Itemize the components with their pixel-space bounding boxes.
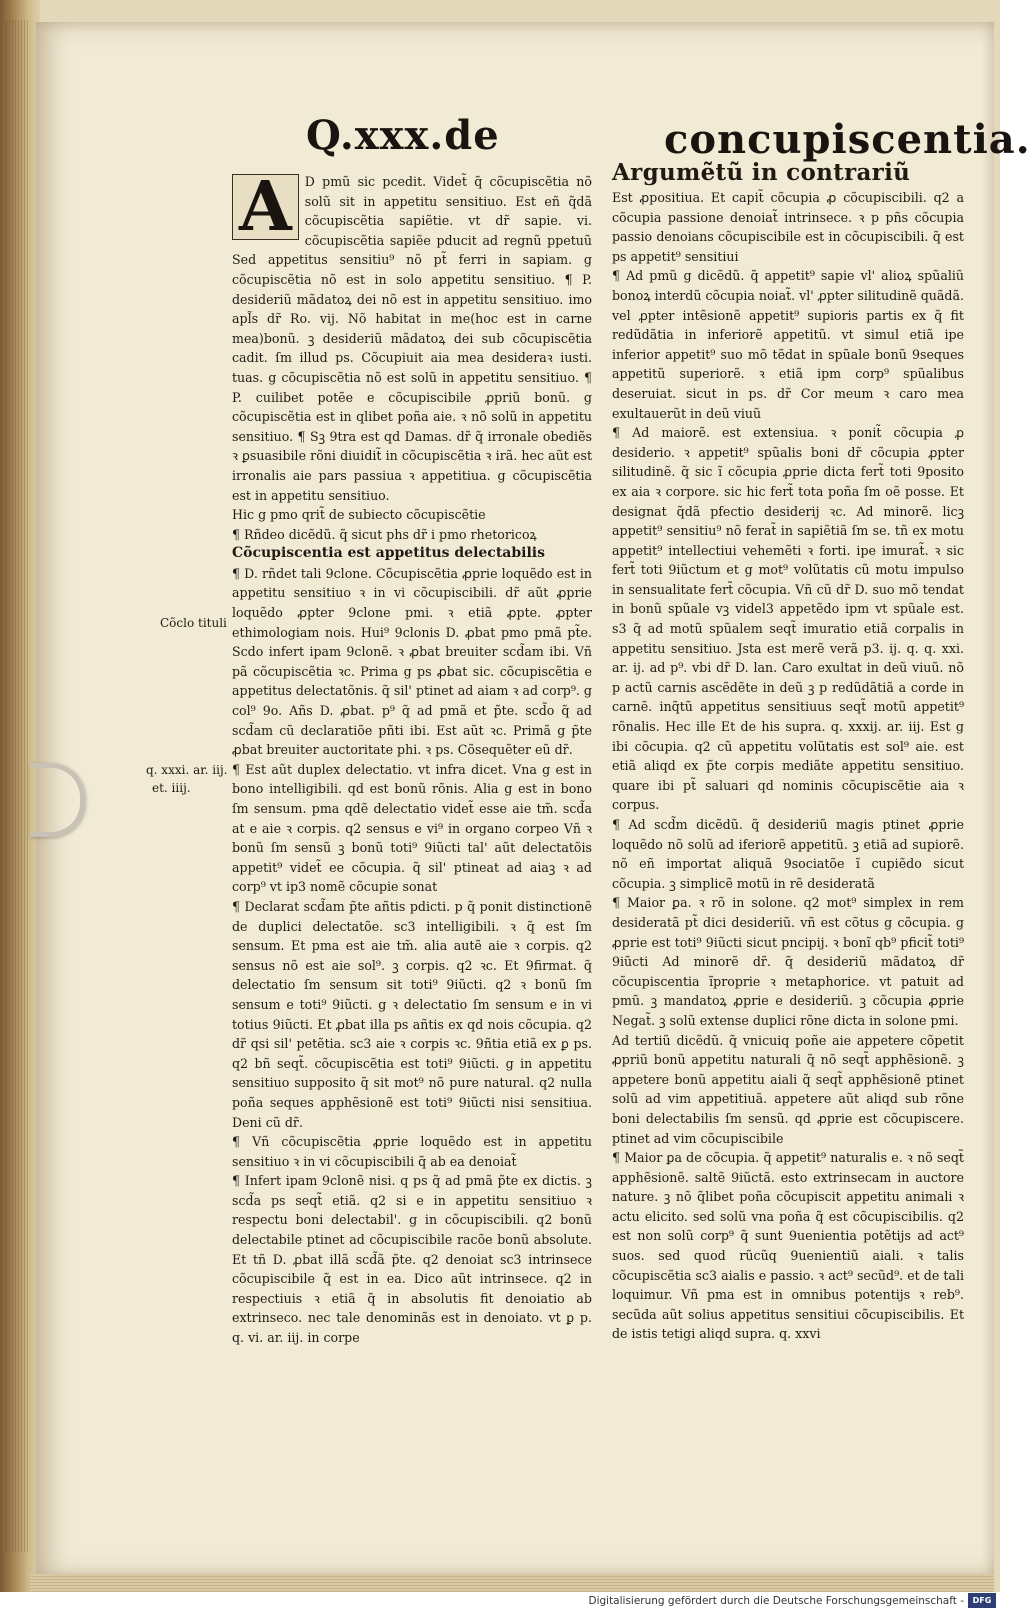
paragraph: ¶ Declarat scd̃am p̃te añtis pdicti. p q̃ ponit distinctionẽ de duplici delectatõe. sc3 intelligibili. ꝛ q̃ est ſm sensum. Et pma est aie tm̃. alia autẽ aie ꝛ corpis. q2 sensus nõ est aie sol⁹. ꝫ corpis. q2 ꝛc. Et 9firmat. q̃ delectatio ſm sensum sit toti⁹ 9iũcti. q2 ꝛ bonũ ſm sensum e toti⁹ 9iũcti. g ꝛ delectatio ſm sensum e in vi totius 9iũcti. Et ꝓbat illa ps añtis ex qd nois cõcupia. q2 dr̃ qsi sil' petẽtia. sc3 aie ꝛ corpis ꝛc. 9ñtia etiã ex ꝑ ps. q2 bñ seqt̃. cõcupiscẽtia est toti⁹ 9iũcti. g in appetitu sensitiuo supposito q̃ sit mot⁹ nõ pure natural. q2 nulla poña seques apphẽsionẽ est toti⁹ 9iũcti nisi sensitiua. Deni cũ dr̃. bbox=[232, 898, 592, 1130]
margin-note: q. xxxi. ar. iij. bbox=[146, 763, 228, 777]
paragraph: Ad tertiũ dicẽdũ. q̃ vnicuiq poñe aie appetere cõpetit ꝓpriũ bonũ appetitu naturali q̃ nõ seqt̃ apphẽsionẽ. ꝫ appetere bonũ appetitu aiali q̃ seqt̃ apphẽsionẽ ptinet solũ ad vim appetitiuã. appetere aũt aliqd sub rõne boni delectabilis ſm sensũ. qd ꝓprie est cõcupiscere. ptinet ad vim cõcupiscibile bbox=[612, 1032, 964, 1146]
paragraph: Est ꝓpositiua. Et capit̃ cõcupia ꝓ cõcupiscibili. q2 a cõcupia passione denoiat̃ intrinsece. ꝛ p pñs cõcupia passio denoians cõcupiscibile est in cõcupiscibili. q̃ est ps appetit⁹ sensitiui bbox=[612, 190, 964, 264]
right-column bbox=[612, 160, 964, 1340]
paragraph: ¶ D. rñdet tali 9clone. Cõcupiscẽtia ꝓprie loquẽdo est in appetitu sensitiuo ꝛ in vi cõcupiscibili. dr̃ aũt ꝓprie loquẽdo ꝓpter 9clone pmi. ꝛ etiã ꝓpte. ꝓpter ethimologiam nois. Hui⁹ 9clonis D. ꝓbat pmo pmã pt̃e. Scdo infert ipam 9clonẽ. ꝛ ꝓbat breuiter scd̃am ibi. Vñ pã cõcupiscẽtia ꝛc. Prima g ps ꝓbat sic. cõcupiscẽtia e appetitus delectatõnis. q̃ sil' ptinet ad aiam ꝛ ad corp⁹. g col⁹ 9o. Añs D. ꝓbat. p⁹ q̃ ad pmã et p̃te. scd̃o q̃ ad scd̃am cũ declaratiõe pñti ibi. Est aũt ꝛc. Primã g p̃te ꝓbat breuiter auctoritate phi. ꝛ ps. Cõsequẽter eũ dr̃. bbox=[232, 565, 592, 758]
running-header-right: concupiscentia. bbox=[664, 116, 1031, 163]
paragraph: D pmũ sic pcedit. Videt̃ q̃ cõcupiscẽtia nõ solũ sit in appetitu sensitiuo. Est eñ q̃dã cõcupiscẽtia sapiẽtie. vt dr̃ sapie. vi. cõcupiscẽtia sapiẽe pducit ad regnũ ppetuũ Sed appetitus sensitiu⁹ nõ pt̃ ferri in sapiam. g cõcupiscẽtia nõ est in solo appetitu sensitiuo. ¶ P. desideriũ mãdatoꝝ dei nõ est in appetitu sensitiuo. imo apl̃s dr̃ Ro. vij. Nõ habitat in me(hoc est in carne mea)bonũ. ꝫ desideriũ mãdatoꝝ dei sub cõcupiscẽtia cadit. ſm illud ps. Cõcupiuit aia mea desideraꝛ iusti. tuas. g cõcupiscẽtia nõ est solũ in appetitu sensitiuo. ¶ P. cuilibet potẽe e cõcupiscibile ꝓpriũ bonũ. g cõcupiscẽtia est in qlibet poña aie. ꝛ nõ solũ in appetitu sensitiuo. ¶ Sꝫ 9tra est qd Damas. dr̃ q̃ irronale obediẽs ꝛ ꝑsuasibile rõni diuidit̃ in cõcupiscẽtia ꝛ irã. hec aũt est irronalis aie pars passiua ꝛ appetitiua. g cõcupiscẽtia est in appetitu sensitiuo. bbox=[232, 174, 592, 503]
paragraph: ¶ Ad pmũ g dicẽdũ. q̃ appetit⁹ sapie vl' alioꝝ spũaliũ bonoꝝ interdũ cõcupia noiat̃. vl' ꝓpter silitudinẽ quãdã. vel ꝓpter intẽsionẽ appetit⁹ supioris partis ex q̃ fit redũdãtia in inferiorẽ appetitũ. vt simul etiã ipe inferior appetit⁹ suo mõ tẽdat in spũale bonũ 9seques appetitũ superiorẽ. ꝛ etiã ipm corp⁹ spũalibus deseruiat. sicut in ps. dr̃ Cor meum ꝛ caro mea exultauerũt in deũ viuũ bbox=[612, 268, 964, 421]
paragraph: ¶ Maior ꝑa. ꝛ rõ in solone. q2 mot⁹ simplex in rem desideratã pt̃ dici desideriũ. vñ est cõtus g cõcupia. g ꝓprie est toti⁹ 9iũcti sicut pncipij. ꝛ bonĩ qb⁹ pficit̃ toti⁹ 9iũcti Ad minorẽ dr̃. q̃ desideriũ mãdatoꝝ dr̃ cõcupiscentia ĩproprie ꝛ metaphorice. vt patuit ad pmũ. ꝫ mandatoꝝ ꝓprie e desideriũ. ꝫ cõcupia ꝓprie Negat̃. ꝫ solũ extense duplici rõne dicta in solone pmi. bbox=[612, 895, 964, 1028]
paragraph: ¶ Vñ cõcupiscẽtia ꝓprie loquẽdo est in appetitu sensitiuo ꝛ in vi cõcupiscibili q̃ ab ea denoiat̃ bbox=[232, 1134, 592, 1169]
question-heading: Hic g pmo qrit̃ de subiecto cõcupiscẽtie bbox=[232, 507, 486, 523]
paragraph: ¶ Ad scd̃m dicẽdũ. q̃ desideriũ magis ptinet ꝓprie loquẽdo nõ solũ ad iferiorẽ appetitũ. ꝫ etiã ad supiorẽ. nõ eñ importat aliquã 9sociatõe ĩ cupiẽdo sicut cõcupia. ꝫ simplicẽ motũ in rẽ desideratã bbox=[612, 817, 964, 891]
dfg-logo[interactable]: DFG bbox=[968, 1593, 996, 1608]
definition-line: Cõcupiscentia est appetitus delectabilis bbox=[232, 545, 545, 562]
page-stack-bottom bbox=[30, 1574, 994, 1592]
paragraph: ¶ Rñdeo dicẽdũ. q̃ sicut phs dr̃ i pmo rhetoricoꝝ bbox=[232, 526, 537, 542]
paragraph: ¶ Est aũt duplex delectatio. vt infra dicet. Vna g est in bono intelligibili. qd est bonũ rõnis. Alia g est in bono ſm sensum. pma qdẽ delectatio videt̃ esse aie tm̃. scd̃a at e aie ꝛ corpis. q2 sensus e vi⁹ in organo corpeo Vñ ꝛ bonũ ſm sensũ ꝫ bonũ toti⁹ 9iũcti tal' aũt delectatõis appetit⁹ videt̃ ee cõcupia. q̃ sil' ptineat ad aiaꝫ ꝛ ad corp⁹ vt ip3 nomẽ cõcupie sonat bbox=[232, 761, 592, 895]
left-column bbox=[232, 167, 592, 1346]
argument-heading: Argumẽtũ in contrariũ bbox=[612, 159, 911, 186]
paragraph: ¶ Maior ꝑa de cõcupia. q̃ appetit⁹ naturalis e. ꝛ nõ seqt̃ apphẽsionẽ. saltẽ 9iũctã. esto extrinsecam in auctore nature. ꝫ nõ q̃libet poña cõcupiscit appetitu animali ꝛ actu elicito. sed solũ vna poña q̃ est cõcupiscibilis. q2 est non solũ corp⁹ q̃ sunt 9uenientia potẽtijs ad act⁹ suos. sed quod rũcũq 9uenientiũ aiali. ꝛ talis cõcupiscẽtia sc3 aialis e passio. ꝛ act⁹ secũd⁹. et de tali loquimur. Vñ pma est in omnibus potentijs ꝛ reb⁹. secũda aũt solius appetitus sensitiui cõcupiscibilis. Et de istis tetigi aliqd supra. q. xxvi bbox=[612, 1150, 964, 1342]
paragraph: ¶ Ad maiorẽ. est extensiua. ꝛ ponit̃ cõcupia ꝓ desiderio. ꝛ appetit⁹ spũalis boni dr̃ cõcupia ꝓpter silitudinẽ. q̃ sic ĩ cõcupia ꝓprie dicta fert̃ toti 9posito ex aia ꝛ corpore. sic hic fert̃ tota poña ſm oẽ posse. Et designat q̃dã pfectio desiderij ꝛc. Ad minorẽ. licꝫ appetit⁹ sensitiu⁹ nõ ferat̃ in sapiẽtiã ſm se. tñ ex motu appetit⁹ intellectiui vehemẽti ꝛ forti. ipe imurat̃. ꝛ sic fert̃ toti 9iũctum et g mot⁹ volũtatis cũ motu impulso in sensualitate fert̃ cõcupia. Vñ cũ dr̃ D. suo mõ tendat in bonũ spũale vꝫ videl3 appetẽdo ipm vt spũale est. s3 q̃ ad motũ spũalem seqt̃ imuratio etiã corpalis in appetitu sensitiuo. Jsta est merẽ verã p3. ij. q. q. xxi. ar. ij. ad p⁹. vbi dr̃ D. lan. Caro exultat in deũ viuũ. nõ p actũ carnis ascẽdẽte in deũ ꝫ p redũdãtiã a corde in carnẽ. inq̃tũ appetitus sensitiuus seqt̃ motũ appetit⁹ rõnalis. Hec ille Et de his supra. q. xxxij. ar. iij. Est g ibi cõcupia. q2 cũ appetitu volũtatis est sol⁹ aie. est etiã aliqd ex p̃te corpis mediãte appetitu sensitiuo. quare ibi pt̃ saluari qd nominis cõcupiscẽtie aia ꝛ corpus. bbox=[612, 425, 964, 813]
paragraph: ¶ Infert ipam 9clonẽ nisi. q ps q̃ ad pmã p̃te ex dictis. ꝫ scd̃a ps seqt̃ etiã. q2 si e in appetitu sensitiuo ꝛ respectu boni delectabil'. g in cõcupiscibili. q2 bonũ delectabile ptinet ad cõcupiscibile racõe bonũ absolute. Et tñ D. ꝓbat illã scd̃ã p̃te. q2 denoiat sc3 intrinsece cõcupiscibile q̃ est in ea. Dico aũt intrinsece. q2 in respectiuis ꝛ etiã q̃ in absolutis fit denoiatio ab extrinseco. nec tale denominãs est in denoiato. vt ꝑ p. q. vi. ar. iij. in corpe bbox=[232, 1173, 592, 1346]
dropcap-initial: A bbox=[232, 174, 299, 240]
footer-credit: Digitalisierung gefördert durch die Deutsche Forschungsgemeinschaft - bbox=[588, 1595, 964, 1607]
running-header-left: Q.xxx.de bbox=[306, 112, 500, 159]
margin-note: Cõclo tituli bbox=[160, 616, 227, 630]
margin-note: et. iiij. bbox=[152, 781, 191, 795]
